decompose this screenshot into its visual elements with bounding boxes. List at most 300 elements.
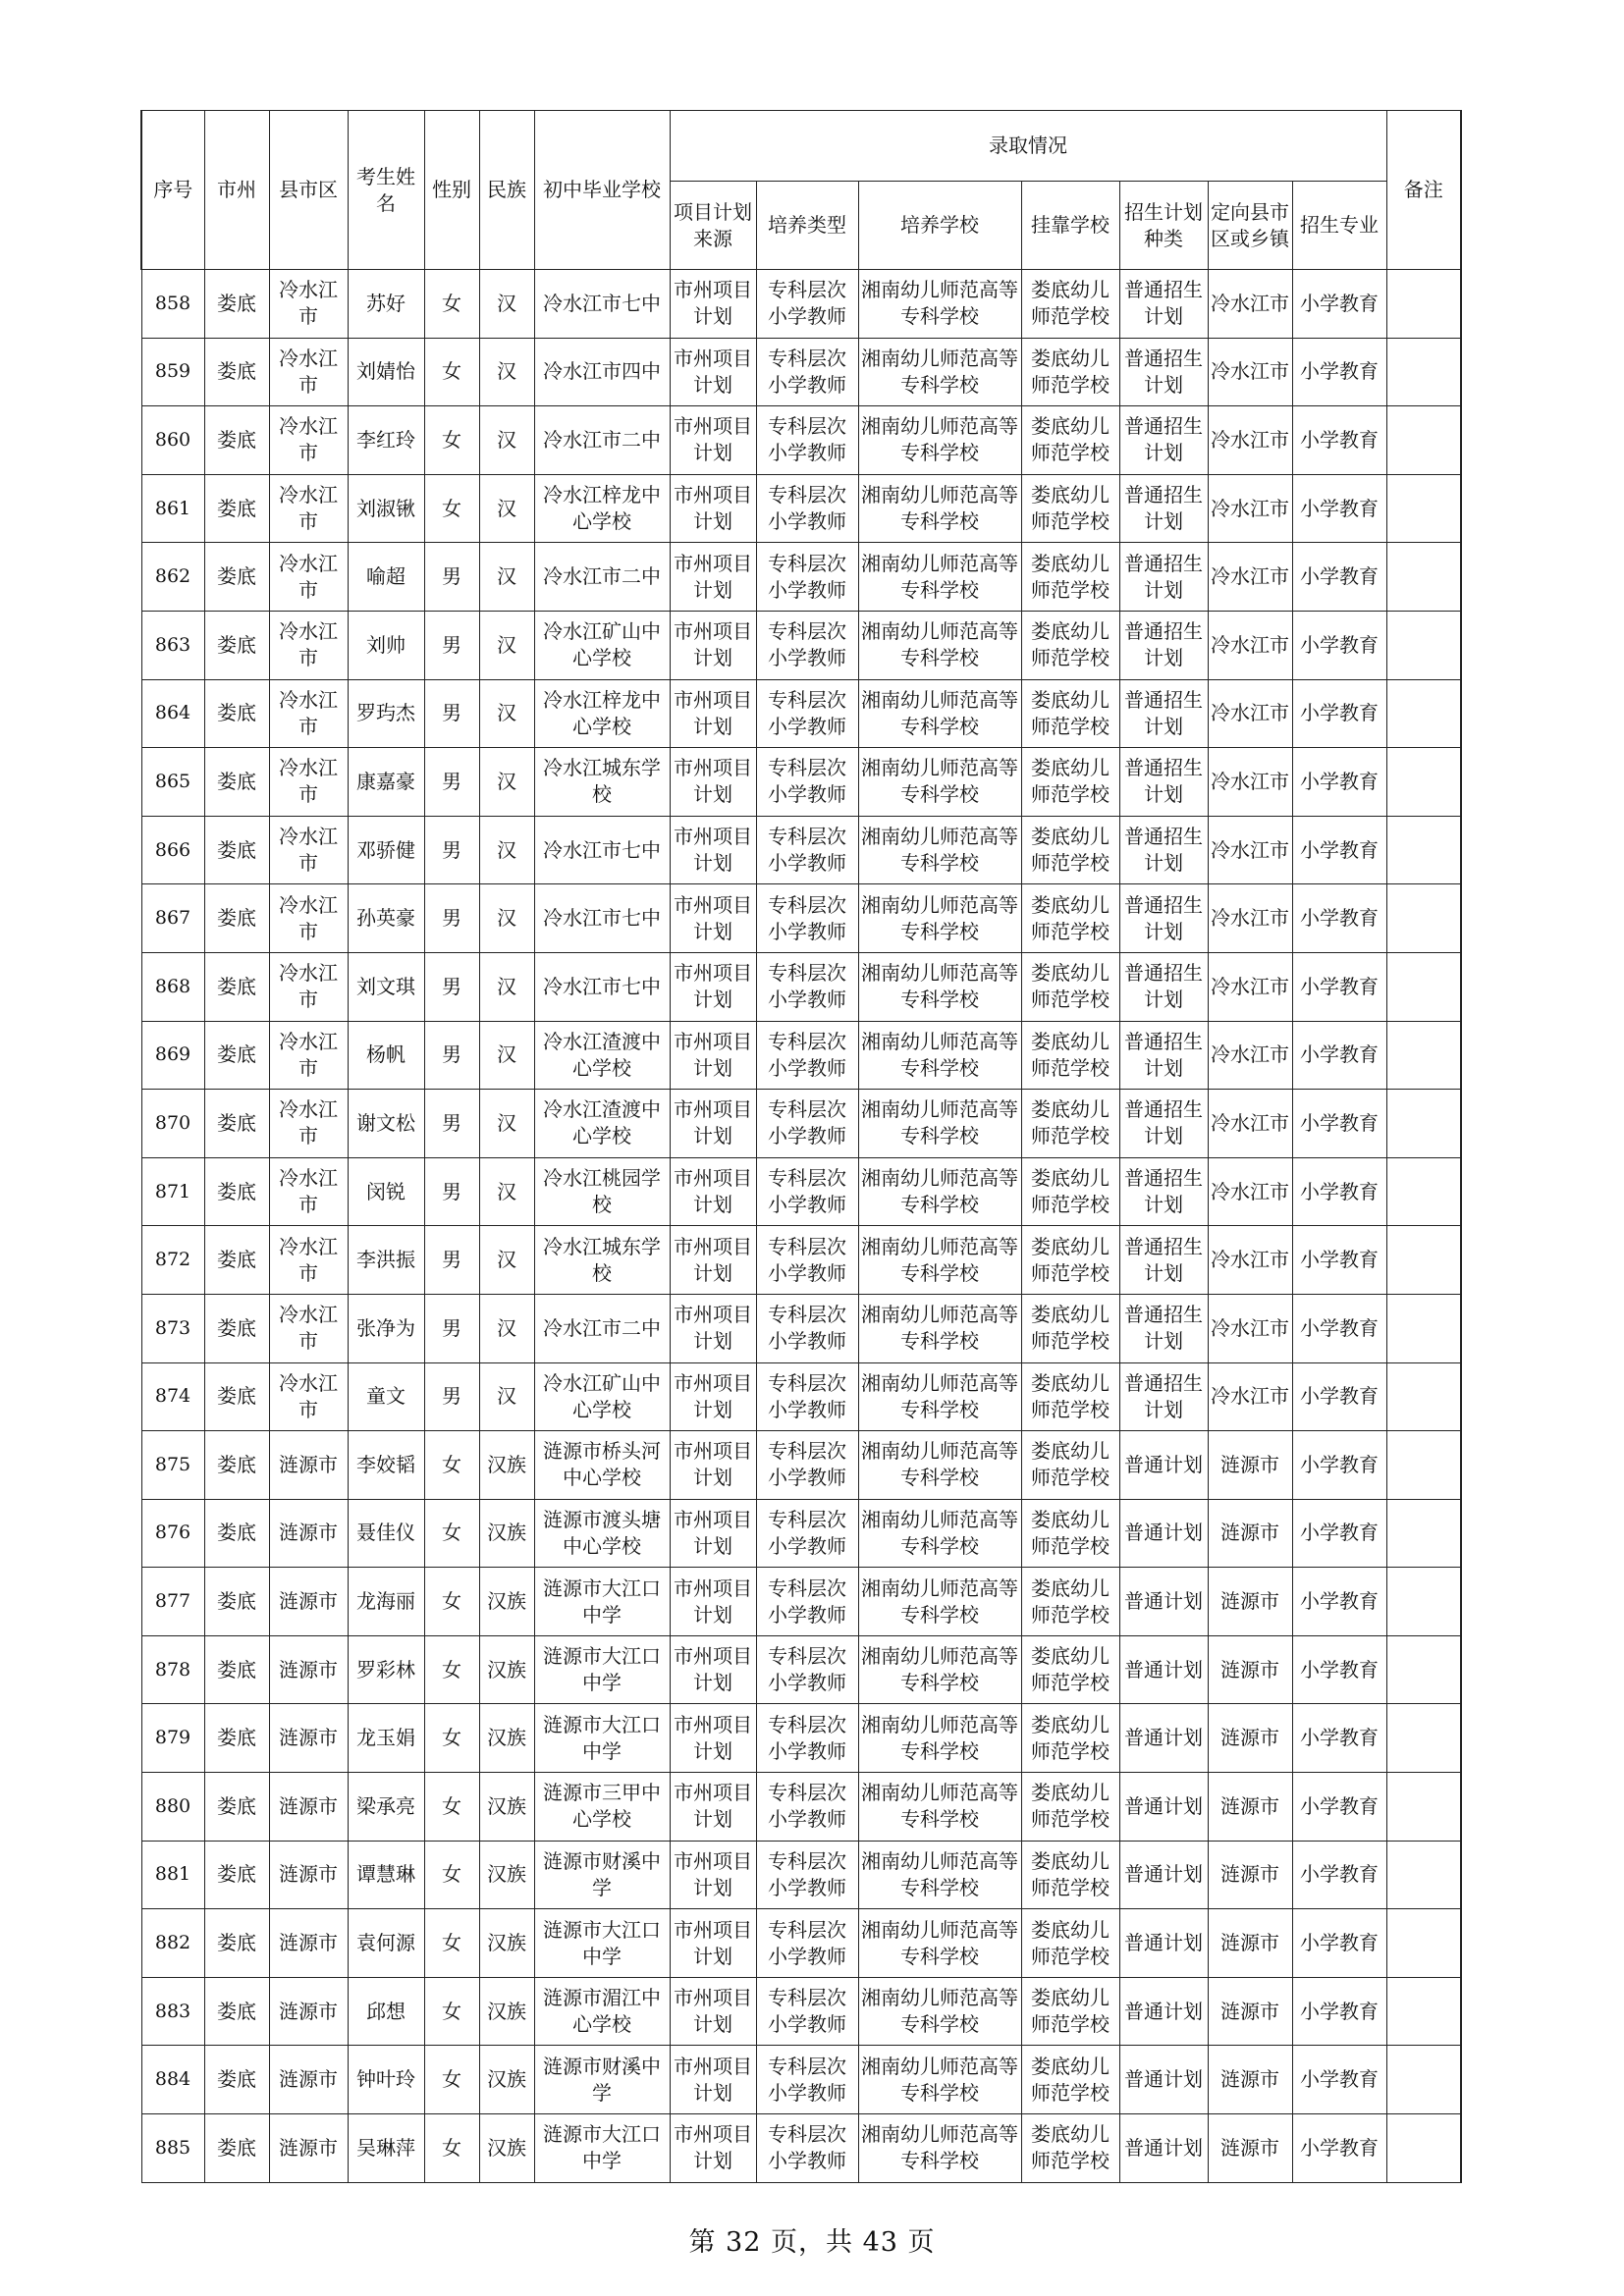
cell-remarks (1386, 1021, 1461, 1090)
cell-seq: 872 (141, 1226, 204, 1295)
cell-training-type: 专科层次小学教师 (756, 543, 858, 612)
cell-county: 冷水江市 (269, 474, 348, 543)
cell-remarks (1386, 884, 1461, 953)
cell-gender: 女 (424, 1773, 479, 1842)
cell-affiliated-school: 娄底幼儿师范学校 (1021, 611, 1119, 679)
cell-training-school: 湘南幼儿师范高等专科学校 (858, 2046, 1021, 2114)
cell-ethnicity: 汉族 (479, 2114, 534, 2183)
cell-seq: 864 (141, 679, 204, 748)
cell-name: 谢文松 (348, 1090, 424, 1158)
table-row (141, 1977, 1461, 2046)
cell-quota-type: 普通计划 (1119, 1704, 1208, 1773)
cell-remarks (1386, 1362, 1461, 1431)
cell-plan-source: 市州项目计划 (670, 270, 756, 339)
cell-name: 苏好 (348, 270, 424, 339)
cell-seq: 869 (141, 1021, 204, 1090)
cell-gender: 女 (424, 1499, 479, 1568)
cell-target-area: 涟源市 (1208, 2114, 1292, 2183)
cell-quota-type: 普通计划 (1119, 1431, 1208, 1500)
cell-training-school: 湘南幼儿师范高等专科学校 (858, 611, 1021, 679)
cell-seq: 879 (141, 1704, 204, 1773)
cell-seq: 878 (141, 1635, 204, 1704)
table-row (141, 406, 1461, 475)
cell-training-type: 专科层次小学教师 (756, 1499, 858, 1568)
cell-major: 小学教育 (1292, 1294, 1386, 1362)
cell-training-school: 湘南幼儿师范高等专科学校 (858, 543, 1021, 612)
table-row (141, 952, 1461, 1021)
cell-ethnicity: 汉族 (479, 1773, 534, 1842)
cell-middle-school: 冷水江城东学校 (534, 1226, 670, 1295)
cell-ethnicity: 汉 (479, 1226, 534, 1295)
cell-city: 娄底 (204, 1021, 269, 1090)
cell-major: 小学教育 (1292, 406, 1386, 475)
cell-name: 梁承亮 (348, 1773, 424, 1842)
cell-county: 冷水江市 (269, 1362, 348, 1431)
cell-county: 冷水江市 (269, 1090, 348, 1158)
cell-ethnicity: 汉族 (479, 1909, 534, 1978)
cell-plan-source: 市州项目计划 (670, 543, 756, 612)
cell-training-type: 专科层次小学教师 (756, 270, 858, 339)
cell-training-type: 专科层次小学教师 (756, 1568, 858, 1636)
cell-training-school: 湘南幼儿师范高等专科学校 (858, 1841, 1021, 1909)
cell-gender: 男 (424, 1021, 479, 1090)
cell-county: 涟源市 (269, 1977, 348, 2046)
table-row (141, 1909, 1461, 1978)
cell-training-type: 专科层次小学教师 (756, 1021, 858, 1090)
cell-gender: 男 (424, 884, 479, 953)
cell-seq: 859 (141, 338, 204, 406)
cell-county: 冷水江市 (269, 952, 348, 1021)
cell-remarks (1386, 1841, 1461, 1909)
cell-gender: 女 (424, 1568, 479, 1636)
page-footer (0, 2220, 1624, 2259)
cell-training-school: 湘南幼儿师范高等专科学校 (858, 1226, 1021, 1295)
cell-quota-type: 普通计划 (1119, 1841, 1208, 1909)
cell-gender: 女 (424, 1841, 479, 1909)
header-name: 考生姓名 (348, 111, 424, 270)
cell-training-type: 专科层次小学教师 (756, 1773, 858, 1842)
cell-city: 娄底 (204, 816, 269, 884)
cell-training-school: 湘南幼儿师范高等专科学校 (858, 1157, 1021, 1226)
cell-name: 李洪振 (348, 1226, 424, 1295)
cell-plan-source: 市州项目计划 (670, 816, 756, 884)
cell-ethnicity: 汉 (479, 338, 534, 406)
cell-affiliated-school: 娄底幼儿师范学校 (1021, 1226, 1119, 1295)
cell-training-school: 湘南幼儿师范高等专科学校 (858, 1568, 1021, 1636)
cell-target-area: 冷水江市 (1208, 748, 1292, 817)
cell-training-type: 专科层次小学教师 (756, 2046, 858, 2114)
cell-middle-school: 涟源市财溪中学 (534, 1841, 670, 1909)
table-row (141, 1157, 1461, 1226)
cell-training-type: 专科层次小学教师 (756, 1977, 858, 2046)
cell-training-school: 湘南幼儿师范高等专科学校 (858, 952, 1021, 1021)
cell-training-school: 湘南幼儿师范高等专科学校 (858, 1431, 1021, 1500)
cell-name: 喻超 (348, 543, 424, 612)
cell-affiliated-school: 娄底幼儿师范学校 (1021, 679, 1119, 748)
cell-plan-source: 市州项目计划 (670, 1362, 756, 1431)
cell-ethnicity: 汉 (479, 406, 534, 475)
cell-ethnicity: 汉族 (479, 1499, 534, 1568)
cell-major: 小学教育 (1292, 1704, 1386, 1773)
cell-remarks (1386, 1704, 1461, 1773)
cell-target-area: 冷水江市 (1208, 952, 1292, 1021)
cell-major: 小学教育 (1292, 1635, 1386, 1704)
cell-remarks (1386, 406, 1461, 475)
cell-quota-type: 普通招生计划 (1119, 952, 1208, 1021)
cell-target-area: 涟源市 (1208, 1704, 1292, 1773)
cell-middle-school: 涟源市湄江中心学校 (534, 1977, 670, 2046)
cell-affiliated-school: 娄底幼儿师范学校 (1021, 1090, 1119, 1158)
cell-county: 涟源市 (269, 1635, 348, 1704)
cell-major: 小学教育 (1292, 2046, 1386, 2114)
cell-affiliated-school: 娄底幼儿师范学校 (1021, 884, 1119, 953)
cell-quota-type: 普通招生计划 (1119, 1157, 1208, 1226)
cell-remarks (1386, 1431, 1461, 1500)
cell-plan-source: 市州项目计划 (670, 611, 756, 679)
cell-city: 娄底 (204, 2046, 269, 2114)
cell-name: 罗彩林 (348, 1635, 424, 1704)
table-row (141, 679, 1461, 748)
cell-target-area: 冷水江市 (1208, 1157, 1292, 1226)
cell-training-school: 湘南幼儿师范高等专科学校 (858, 1294, 1021, 1362)
cell-ethnicity: 汉族 (479, 1841, 534, 1909)
cell-quota-type: 普通计划 (1119, 1499, 1208, 1568)
cell-quota-type: 普通计划 (1119, 1568, 1208, 1636)
cell-name: 刘文琪 (348, 952, 424, 1021)
cell-county: 涟源市 (269, 1841, 348, 1909)
cell-target-area: 冷水江市 (1208, 884, 1292, 953)
cell-affiliated-school: 娄底幼儿师范学校 (1021, 1568, 1119, 1636)
cell-training-school: 湘南幼儿师范高等专科学校 (858, 406, 1021, 475)
cell-seq: 870 (141, 1090, 204, 1158)
cell-major: 小学教育 (1292, 748, 1386, 817)
cell-quota-type: 普通招生计划 (1119, 1294, 1208, 1362)
cell-plan-source: 市州项目计划 (670, 1294, 756, 1362)
cell-target-area: 冷水江市 (1208, 406, 1292, 475)
cell-training-type: 专科层次小学教师 (756, 816, 858, 884)
table-row (141, 884, 1461, 953)
cell-affiliated-school: 娄底幼儿师范学校 (1021, 1635, 1119, 1704)
cell-name: 谭慧琳 (348, 1841, 424, 1909)
cell-seq: 880 (141, 1773, 204, 1842)
header-quota-type: 招生计划种类 (1119, 182, 1208, 270)
cell-quota-type: 普通招生计划 (1119, 611, 1208, 679)
cell-middle-school: 冷水江市二中 (534, 406, 670, 475)
cell-seq: 860 (141, 406, 204, 475)
cell-affiliated-school: 娄底幼儿师范学校 (1021, 816, 1119, 884)
cell-city: 娄底 (204, 1635, 269, 1704)
cell-training-type: 专科层次小学教师 (756, 1909, 858, 1978)
cell-affiliated-school: 娄底幼儿师范学校 (1021, 1909, 1119, 1978)
cell-major: 小学教育 (1292, 1362, 1386, 1431)
table-row (141, 1841, 1461, 1909)
cell-target-area: 涟源市 (1208, 1635, 1292, 1704)
cell-county: 冷水江市 (269, 816, 348, 884)
cell-quota-type: 普通招生计划 (1119, 1226, 1208, 1295)
cell-plan-source: 市州项目计划 (670, 406, 756, 475)
cell-remarks (1386, 474, 1461, 543)
cell-gender: 女 (424, 338, 479, 406)
cell-affiliated-school: 娄底幼儿师范学校 (1021, 748, 1119, 817)
table-row (141, 1294, 1461, 1362)
cell-training-school: 湘南幼儿师范高等专科学校 (858, 1499, 1021, 1568)
cell-seq: 876 (141, 1499, 204, 1568)
header-remarks: 备注 (1386, 111, 1461, 270)
cell-plan-source: 市州项目计划 (670, 884, 756, 953)
cell-target-area: 冷水江市 (1208, 543, 1292, 612)
table-row (141, 1362, 1461, 1431)
cell-quota-type: 普通招生计划 (1119, 1021, 1208, 1090)
cell-city: 娄底 (204, 1704, 269, 1773)
cell-city: 娄底 (204, 1977, 269, 2046)
table-row (141, 1568, 1461, 1636)
cell-major: 小学教育 (1292, 679, 1386, 748)
footer-suffix: 页 (907, 2227, 936, 2258)
cell-training-school: 湘南幼儿师范高等专科学校 (858, 1090, 1021, 1158)
cell-name: 李姣韬 (348, 1431, 424, 1500)
cell-training-type: 专科层次小学教师 (756, 1294, 858, 1362)
cell-target-area: 冷水江市 (1208, 611, 1292, 679)
cell-city: 娄底 (204, 543, 269, 612)
cell-gender: 女 (424, 2114, 479, 2183)
cell-middle-school: 涟源市大江口中学 (534, 1568, 670, 1636)
cell-county: 冷水江市 (269, 406, 348, 475)
cell-middle-school: 涟源市渡头塘中心学校 (534, 1499, 670, 1568)
header-admission-group: 录取情况 (670, 111, 1386, 182)
cell-affiliated-school: 娄底幼儿师范学校 (1021, 1499, 1119, 1568)
cell-name: 刘婧怡 (348, 338, 424, 406)
cell-quota-type: 普通招生计划 (1119, 474, 1208, 543)
cell-middle-school: 冷水江渣渡中心学校 (534, 1021, 670, 1090)
cell-plan-source: 市州项目计划 (670, 1021, 756, 1090)
cell-major: 小学教育 (1292, 2114, 1386, 2183)
cell-training-type: 专科层次小学教师 (756, 338, 858, 406)
cell-name: 李红玲 (348, 406, 424, 475)
cell-major: 小学教育 (1292, 1773, 1386, 1842)
cell-county: 冷水江市 (269, 1157, 348, 1226)
cell-city: 娄底 (204, 1773, 269, 1842)
cell-major: 小学教育 (1292, 1568, 1386, 1636)
cell-affiliated-school: 娄底幼儿师范学校 (1021, 1977, 1119, 2046)
cell-quota-type: 普通计划 (1119, 1635, 1208, 1704)
cell-middle-school: 冷水江矿山中心学校 (534, 1362, 670, 1431)
cell-training-school: 湘南幼儿师范高等专科学校 (858, 1635, 1021, 1704)
cell-gender: 女 (424, 474, 479, 543)
cell-county: 冷水江市 (269, 679, 348, 748)
cell-affiliated-school: 娄底幼儿师范学校 (1021, 543, 1119, 612)
table-row (141, 1635, 1461, 1704)
cell-seq: 871 (141, 1157, 204, 1226)
footer-page-number: 32 (726, 2227, 762, 2258)
cell-ethnicity: 汉 (479, 1362, 534, 1431)
cell-training-type: 专科层次小学教师 (756, 611, 858, 679)
cell-target-area: 冷水江市 (1208, 816, 1292, 884)
header-ethnicity: 民族 (479, 111, 534, 270)
cell-target-area: 涟源市 (1208, 1499, 1292, 1568)
header-training-school: 培养学校 (858, 182, 1021, 270)
cell-plan-source: 市州项目计划 (670, 2114, 756, 2183)
table-row (141, 1773, 1461, 1842)
cell-ethnicity: 汉 (479, 543, 534, 612)
cell-name: 龙海丽 (348, 1568, 424, 1636)
cell-city: 娄底 (204, 1568, 269, 1636)
cell-remarks (1386, 1773, 1461, 1842)
cell-gender: 女 (424, 1635, 479, 1704)
cell-ethnicity: 汉 (479, 952, 534, 1021)
cell-training-type: 专科层次小学教师 (756, 474, 858, 543)
cell-quota-type: 普通计划 (1119, 1977, 1208, 2046)
cell-training-school: 湘南幼儿师范高等专科学校 (858, 748, 1021, 817)
cell-remarks (1386, 748, 1461, 817)
cell-plan-source: 市州项目计划 (670, 1841, 756, 1909)
cell-gender: 女 (424, 1909, 479, 1978)
header-target-area: 定向县市区或乡镇 (1208, 182, 1292, 270)
cell-training-type: 专科层次小学教师 (756, 1704, 858, 1773)
cell-county: 涟源市 (269, 1568, 348, 1636)
cell-plan-source: 市州项目计划 (670, 748, 756, 817)
cell-remarks (1386, 679, 1461, 748)
cell-county: 涟源市 (269, 1499, 348, 1568)
header-gender: 性别 (424, 111, 479, 270)
cell-ethnicity: 汉 (479, 816, 534, 884)
cell-training-type: 专科层次小学教师 (756, 952, 858, 1021)
cell-city: 娄底 (204, 1909, 269, 1978)
cell-gender: 男 (424, 1090, 479, 1158)
cell-middle-school: 冷水江市七中 (534, 270, 670, 339)
cell-seq: 865 (141, 748, 204, 817)
cell-major: 小学教育 (1292, 1090, 1386, 1158)
cell-affiliated-school: 娄底幼儿师范学校 (1021, 474, 1119, 543)
header-major: 招生专业 (1292, 182, 1386, 270)
cell-training-school: 湘南幼儿师范高等专科学校 (858, 338, 1021, 406)
cell-training-school: 湘南幼儿师范高等专科学校 (858, 816, 1021, 884)
cell-quota-type: 普通计划 (1119, 2046, 1208, 2114)
cell-target-area: 冷水江市 (1208, 270, 1292, 339)
cell-name: 康嘉豪 (348, 748, 424, 817)
cell-city: 娄底 (204, 884, 269, 953)
cell-target-area: 冷水江市 (1208, 1021, 1292, 1090)
cell-city: 娄底 (204, 1090, 269, 1158)
cell-county: 冷水江市 (269, 543, 348, 612)
table-row (141, 338, 1461, 406)
cell-training-type: 专科层次小学教师 (756, 1431, 858, 1500)
cell-middle-school: 涟源市桥头河中心学校 (534, 1431, 670, 1500)
cell-ethnicity: 汉族 (479, 1635, 534, 1704)
cell-name: 袁何源 (348, 1909, 424, 1978)
cell-name: 童文 (348, 1362, 424, 1431)
table-row (141, 1431, 1461, 1500)
cell-remarks (1386, 543, 1461, 612)
cell-plan-source: 市州项目计划 (670, 1499, 756, 1568)
cell-remarks (1386, 1226, 1461, 1295)
cell-training-school: 湘南幼儿师范高等专科学校 (858, 270, 1021, 339)
cell-target-area: 涟源市 (1208, 2046, 1292, 2114)
table-row (141, 543, 1461, 612)
cell-training-school: 湘南幼儿师范高等专科学校 (858, 679, 1021, 748)
cell-city: 娄底 (204, 1226, 269, 1295)
cell-seq: 863 (141, 611, 204, 679)
cell-training-type: 专科层次小学教师 (756, 1157, 858, 1226)
cell-city: 娄底 (204, 748, 269, 817)
cell-name: 闵锐 (348, 1157, 424, 1226)
cell-remarks (1386, 1294, 1461, 1362)
cell-training-type: 专科层次小学教师 (756, 748, 858, 817)
cell-middle-school: 冷水江城东学校 (534, 748, 670, 817)
cell-quota-type: 普通招生计划 (1119, 270, 1208, 339)
cell-affiliated-school: 娄底幼儿师范学校 (1021, 952, 1119, 1021)
cell-county: 冷水江市 (269, 1021, 348, 1090)
cell-middle-school: 冷水江市七中 (534, 816, 670, 884)
cell-gender: 男 (424, 543, 479, 612)
cell-plan-source: 市州项目计划 (670, 474, 756, 543)
cell-seq: 881 (141, 1841, 204, 1909)
cell-training-type: 专科层次小学教师 (756, 2114, 858, 2183)
cell-city: 娄底 (204, 2114, 269, 2183)
cell-plan-source: 市州项目计划 (670, 1635, 756, 1704)
cell-ethnicity: 汉 (479, 1021, 534, 1090)
cell-gender: 女 (424, 406, 479, 475)
cell-gender: 男 (424, 1294, 479, 1362)
header-city: 市州 (204, 111, 269, 270)
cell-quota-type: 普通计划 (1119, 1909, 1208, 1978)
cell-target-area: 冷水江市 (1208, 1362, 1292, 1431)
cell-plan-source: 市州项目计划 (670, 679, 756, 748)
cell-name: 刘淑锹 (348, 474, 424, 543)
cell-remarks (1386, 1568, 1461, 1636)
table-row (141, 1499, 1461, 1568)
cell-county: 冷水江市 (269, 1294, 348, 1362)
cell-quota-type: 普通计划 (1119, 1773, 1208, 1842)
cell-name: 孙英豪 (348, 884, 424, 953)
table-row (141, 1021, 1461, 1090)
table-row (141, 816, 1461, 884)
cell-seq: 875 (141, 1431, 204, 1500)
header-affiliated-school: 挂靠学校 (1021, 182, 1119, 270)
cell-name: 罗玙杰 (348, 679, 424, 748)
cell-major: 小学教育 (1292, 611, 1386, 679)
cell-ethnicity: 汉 (479, 611, 534, 679)
cell-middle-school: 冷水江桃园学校 (534, 1157, 670, 1226)
cell-name: 杨帆 (348, 1021, 424, 1090)
cell-affiliated-school: 娄底幼儿师范学校 (1021, 2046, 1119, 2114)
cell-ethnicity: 汉 (479, 474, 534, 543)
cell-affiliated-school: 娄底幼儿师范学校 (1021, 2114, 1119, 2183)
cell-city: 娄底 (204, 679, 269, 748)
cell-major: 小学教育 (1292, 474, 1386, 543)
cell-seq: 884 (141, 2046, 204, 2114)
cell-city: 娄底 (204, 406, 269, 475)
cell-target-area: 涟源市 (1208, 1909, 1292, 1978)
table-row (141, 2046, 1461, 2114)
cell-plan-source: 市州项目计划 (670, 1909, 756, 1978)
cell-ethnicity: 汉族 (479, 1431, 534, 1500)
cell-major: 小学教育 (1292, 816, 1386, 884)
cell-name: 聂佳仪 (348, 1499, 424, 1568)
cell-county: 涟源市 (269, 1704, 348, 1773)
cell-major: 小学教育 (1292, 1021, 1386, 1090)
cell-county: 冷水江市 (269, 748, 348, 817)
cell-major: 小学教育 (1292, 1499, 1386, 1568)
cell-city: 娄底 (204, 474, 269, 543)
cell-affiliated-school: 娄底幼儿师范学校 (1021, 1021, 1119, 1090)
cell-middle-school: 冷水江市七中 (534, 952, 670, 1021)
cell-middle-school: 冷水江市二中 (534, 543, 670, 612)
cell-middle-school: 涟源市大江口中学 (534, 1909, 670, 1978)
cell-training-type: 专科层次小学教师 (756, 1362, 858, 1431)
cell-training-type: 专科层次小学教师 (756, 679, 858, 748)
cell-middle-school: 冷水江梓龙中心学校 (534, 474, 670, 543)
cell-training-school: 湘南幼儿师范高等专科学校 (858, 1704, 1021, 1773)
